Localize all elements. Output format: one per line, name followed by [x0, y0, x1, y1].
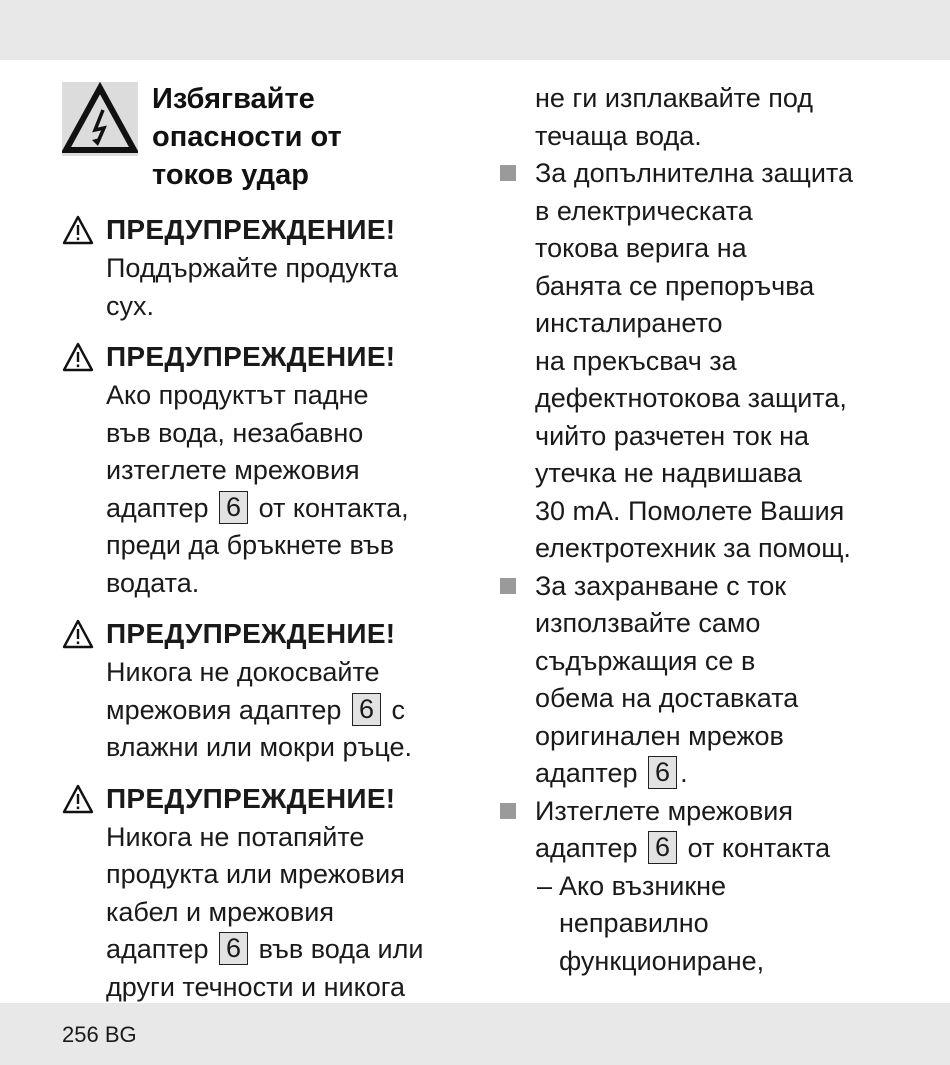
warning-block [62, 614, 472, 767]
text-line: Поддържайте продукта [106, 253, 398, 283]
text-line: използвайте само [535, 608, 761, 638]
part-reference-badge: 6 [648, 756, 677, 789]
text-line: неправилно [559, 908, 709, 938]
text-segment: адаптер [106, 934, 209, 964]
text-line: обема на доставката [535, 683, 799, 713]
text-line: дефектнотокова защита, [535, 383, 847, 413]
text-line: банята се препоръчва [535, 270, 815, 301]
text-line: продукта или мрежовия [106, 859, 405, 889]
warning-title [62, 779, 472, 819]
text-segment: адаптер [535, 833, 638, 863]
warning-text [106, 377, 472, 602]
warning-triangle-icon [62, 215, 94, 245]
text-segment: . [680, 758, 688, 788]
section-heading [62, 80, 472, 194]
header-band [0, 0, 950, 60]
text-segment: мрежовия адаптер [106, 694, 342, 725]
text-line: токова верига на [535, 233, 747, 263]
text-segment: от контакта [687, 833, 831, 863]
footer-band [0, 1003, 950, 1065]
warning-block [62, 210, 472, 325]
section-title-line: опасности от [152, 121, 342, 153]
text-line: Ако продуктът падне [106, 380, 369, 410]
text-line [106, 692, 472, 730]
text-line [106, 490, 472, 528]
bullet-item [497, 793, 937, 981]
text-line: Никога не потапяйте [106, 821, 365, 852]
warning-triangle-icon [62, 784, 94, 814]
text-segment: от контакта, [258, 492, 409, 523]
text-line: сух. [106, 290, 155, 321]
text-line: съдържащия се в [535, 645, 756, 676]
square-bullet-icon [500, 578, 516, 594]
continued-text [535, 80, 937, 155]
right-column [497, 80, 937, 980]
text-line: 30 mA. Помолете Вашия [535, 495, 845, 526]
page-number: 256 BG [62, 1022, 137, 1047]
section-title-line: Избягвайте [152, 83, 315, 115]
text-line: преди да бръкнете във [106, 530, 395, 560]
text-line: оригинален мрежов [535, 720, 784, 751]
text-line: утечка не надвишава [535, 458, 802, 488]
dash-marker: – [537, 870, 553, 901]
warning-text [106, 819, 472, 1007]
text-line: влажни или мокри ръце. [106, 732, 413, 762]
text-line: изтеглете мрежовия [106, 455, 360, 485]
square-bullet-icon [500, 165, 516, 181]
text-segment: адаптер [535, 758, 638, 788]
warning-text [106, 654, 472, 767]
text-line [535, 830, 937, 868]
text-line: кабел и мрежовия [106, 896, 334, 927]
part-reference-badge: 6 [648, 831, 677, 864]
text-segment: с [391, 694, 405, 725]
warning-label: ПРЕДУПРЕЖДЕНИЕ! [106, 782, 396, 814]
section-title-line: токов удар [152, 159, 309, 191]
square-bullet-icon [500, 803, 516, 819]
text-segment: във вода или [258, 934, 424, 964]
part-reference-badge: 6 [352, 693, 381, 726]
text-line: За допълнителна защита [535, 158, 853, 188]
warning-triangle-icon [62, 619, 94, 649]
text-line: чийто разчетен ток на [535, 420, 810, 451]
text-line: други течности и никога [106, 971, 406, 1002]
warning-title [62, 614, 472, 654]
text-line: инсталирането [535, 308, 723, 338]
text-line: Ако възникне [559, 870, 727, 901]
part-reference-badge: 6 [219, 491, 248, 524]
text-line: на прекъсвач за [535, 345, 737, 376]
warning-label: ПРЕДУПРЕЖДЕНИЕ! [106, 341, 396, 372]
bullet-item [497, 568, 937, 793]
left-column [62, 80, 472, 1006]
warning-label: ПРЕДУПРЕЖДЕНИЕ! [106, 214, 396, 245]
text-line: електротехник за помощ. [535, 533, 851, 563]
warning-label: ПРЕДУПРЕЖДЕНИЕ! [106, 618, 396, 649]
bullet-item [497, 155, 937, 568]
text-line: във вода, незабавно [106, 417, 364, 448]
text-line: водата. [106, 567, 200, 598]
warning-title [62, 210, 472, 250]
text-line: Никога не докосвайте [106, 657, 380, 687]
text-line: Изтеглете мрежовия [535, 795, 793, 826]
text-line: функциониране, [559, 945, 765, 976]
warning-title [62, 337, 472, 377]
part-reference-badge: 6 [219, 932, 248, 965]
sub-list-item [535, 868, 937, 981]
text-line: не ги изплаквайте под [535, 83, 814, 113]
text-segment: адаптер [106, 492, 209, 523]
warning-block [62, 337, 472, 602]
warning-text [106, 250, 472, 325]
text-line: в електрическата [535, 195, 753, 226]
warning-triangle-icon [62, 342, 94, 372]
section-title [152, 80, 342, 194]
text-line [535, 755, 937, 793]
text-line [106, 931, 472, 969]
electric-shock-warning-icon [62, 82, 138, 156]
warning-block [62, 779, 472, 1007]
text-line: течаща вода. [535, 120, 702, 151]
text-line: За захранване с ток [535, 570, 787, 601]
